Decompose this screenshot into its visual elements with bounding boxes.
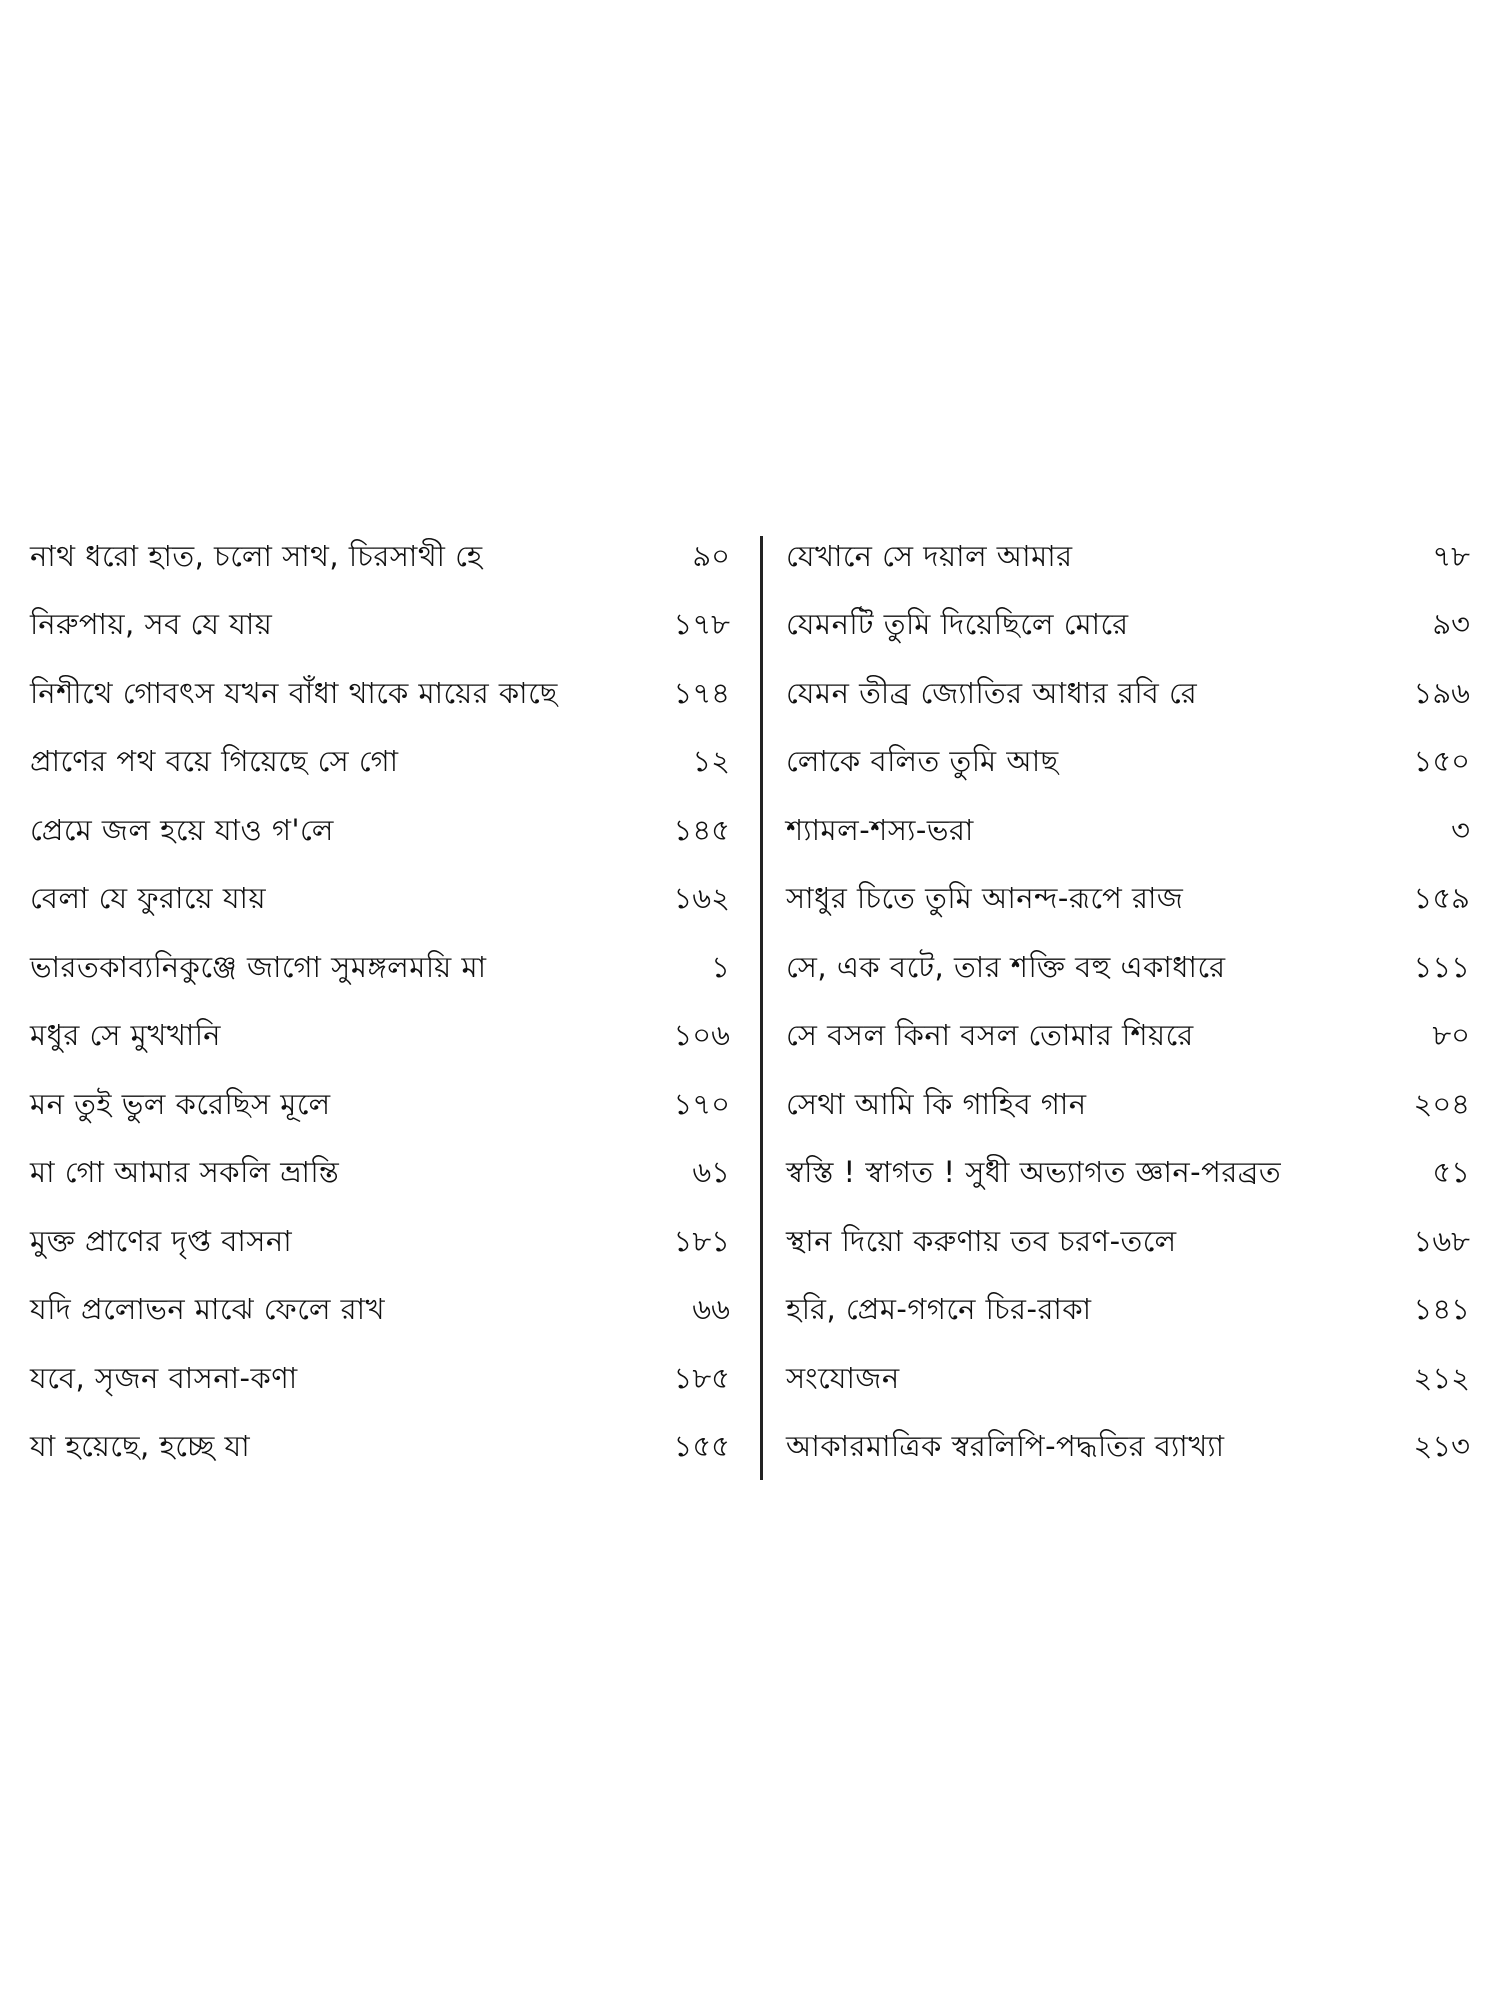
entry-page-number: ১৮১ bbox=[673, 1223, 730, 1258]
entry-title: বেলা যে ফুরায়ে যায় bbox=[30, 881, 267, 916]
entry-page-number: ১৭০ bbox=[673, 1086, 730, 1121]
entry-title: সে, এক বটে, তার শক্তি বহু একাধারে bbox=[786, 949, 1226, 984]
entry-title: যবে, সৃজন বাসনা-কণা bbox=[30, 1360, 298, 1395]
entry-page-number: ৯৩ bbox=[1432, 607, 1470, 642]
entry-title: সাধুর চিতে তুমি আনন্দ-রূপে রাজ bbox=[786, 881, 1184, 916]
entry-page-number: ৩ bbox=[1451, 812, 1470, 847]
entry-page-number: ১ bbox=[711, 949, 730, 984]
column-divider bbox=[760, 536, 763, 1480]
index-entry bbox=[30, 1209, 730, 1278]
index-entry bbox=[30, 1141, 730, 1210]
entry-page-number: ১৫০ bbox=[1413, 744, 1470, 779]
index-entry bbox=[786, 730, 1470, 799]
entry-title: প্রেমে জল হয়ে যাও গ'লে bbox=[30, 812, 334, 847]
index-entry bbox=[786, 524, 1470, 593]
entry-page-number: ৫১ bbox=[1432, 1155, 1470, 1190]
index-entry bbox=[30, 1004, 730, 1073]
entry-title: মধুর সে মুখখানি bbox=[30, 1018, 221, 1053]
index-entry bbox=[30, 1346, 730, 1415]
entry-title: যা হয়েছে, হচ্ছে যা bbox=[30, 1429, 251, 1464]
entry-title: সে বসল কিনা বসল তোমার শিয়রে bbox=[786, 1018, 1194, 1053]
entry-title: মুক্ত প্রাণের দৃপ্ত বাসনা bbox=[30, 1223, 293, 1258]
index-entry bbox=[30, 798, 730, 867]
entry-title: নাথ ধরো হাত, চলো সাথ, চিরসাথী হে bbox=[30, 538, 483, 573]
entry-title: মন তুই ভুল করেছিস মূলে bbox=[30, 1086, 331, 1121]
entry-page-number: ৬৬ bbox=[692, 1292, 730, 1327]
index-entry bbox=[786, 798, 1470, 867]
entry-page-number: ১৪৫ bbox=[673, 812, 730, 847]
entry-page-number: ১৫৯ bbox=[1413, 881, 1470, 916]
entry-page-number: ১৭৮ bbox=[673, 607, 730, 642]
entry-title: আকারমাত্রিক স্বরলিপি-পদ্ধতির ব্যাখ্যা bbox=[786, 1429, 1225, 1464]
entry-title: শ্যামল-শস্য-ভরা bbox=[786, 812, 974, 847]
index-entry bbox=[30, 661, 730, 730]
index-column-right bbox=[786, 524, 1470, 1484]
entry-page-number: ১১১ bbox=[1413, 949, 1470, 984]
index-column-left bbox=[30, 524, 730, 1484]
index-entry bbox=[786, 1415, 1470, 1484]
index-entry bbox=[786, 661, 1470, 730]
index-entry bbox=[786, 1209, 1470, 1278]
entry-title: নিশীথে গোবৎস যখন বাঁধা থাকে মায়ের কাছে bbox=[30, 675, 558, 710]
index-entry bbox=[30, 593, 730, 662]
index-entry bbox=[30, 935, 730, 1004]
entry-title: সেথা আমি কি গাহিব গান bbox=[786, 1086, 1087, 1121]
entry-title: হরি, প্রেম-গগনে চির-রাকা bbox=[786, 1292, 1092, 1327]
index-entry bbox=[786, 1278, 1470, 1347]
entry-page-number: ২০৪ bbox=[1413, 1086, 1470, 1121]
index-entry bbox=[30, 1278, 730, 1347]
index-entry bbox=[30, 730, 730, 799]
index-entry bbox=[786, 1072, 1470, 1141]
entry-page-number: ১৯৬ bbox=[1413, 675, 1470, 710]
entry-title: ভারতকাব্যনিকুঞ্জে জাগো সুমঙ্গলময়ি মা bbox=[30, 949, 487, 984]
entry-page-number: ১০৬ bbox=[673, 1018, 730, 1053]
entry-page-number: ১৬২ bbox=[673, 881, 730, 916]
entry-title: যেখানে সে দয়াল আমার bbox=[786, 538, 1073, 573]
entry-page-number: ২১২ bbox=[1413, 1360, 1470, 1395]
entry-page-number: ১৭৪ bbox=[673, 675, 730, 710]
entry-title: যেমন তীব্র জ্যোতির আধার রবি রে bbox=[786, 675, 1198, 710]
entry-page-number: ২১৩ bbox=[1413, 1429, 1470, 1464]
index-columns bbox=[30, 524, 1470, 1484]
entry-title: যেমনটি তুমি দিয়েছিলে মোরে bbox=[786, 607, 1129, 642]
entry-page-number: ১৫৫ bbox=[673, 1429, 730, 1464]
entry-title: নিরুপায়, সব যে যায় bbox=[30, 607, 273, 642]
entry-title: স্থান দিয়ো করুণায় তব চরণ-তলে bbox=[786, 1223, 1177, 1258]
entry-title: সংযোজন bbox=[786, 1360, 900, 1395]
index-entry bbox=[786, 1141, 1470, 1210]
index-entry bbox=[786, 1004, 1470, 1073]
entry-page-number: ১২ bbox=[692, 744, 730, 779]
entry-title: মা গো আমার সকলি ভ্রান্তি bbox=[30, 1155, 340, 1190]
entry-page-number: ৭৮ bbox=[1432, 538, 1470, 573]
index-entry bbox=[786, 593, 1470, 662]
entry-title: প্রাণের পথ বয়ে গিয়েছে সে গো bbox=[30, 744, 399, 779]
index-entry bbox=[30, 1072, 730, 1141]
entry-title: লোকে বলিত তুমি আছ bbox=[786, 744, 1059, 779]
entry-page-number: ১৪১ bbox=[1413, 1292, 1470, 1327]
entry-title: যদি প্রলোভন মাঝে ফেলে রাখ bbox=[30, 1292, 386, 1327]
entry-page-number: ৯০ bbox=[692, 538, 730, 573]
entry-page-number: ১৮৫ bbox=[673, 1360, 730, 1395]
index-entry bbox=[786, 935, 1470, 1004]
entry-page-number: ৬১ bbox=[692, 1155, 730, 1190]
index-entry bbox=[786, 867, 1470, 936]
entry-page-number: ৮০ bbox=[1432, 1018, 1470, 1053]
index-entry bbox=[30, 867, 730, 936]
index-entry bbox=[30, 524, 730, 593]
entry-title: স্বস্তি ! স্বাগত ! সুধী অভ্যাগত জ্ঞান-পরব্রত bbox=[786, 1155, 1282, 1190]
index-entry bbox=[786, 1346, 1470, 1415]
entry-page-number: ১৬৮ bbox=[1413, 1223, 1470, 1258]
index-entry bbox=[30, 1415, 730, 1484]
